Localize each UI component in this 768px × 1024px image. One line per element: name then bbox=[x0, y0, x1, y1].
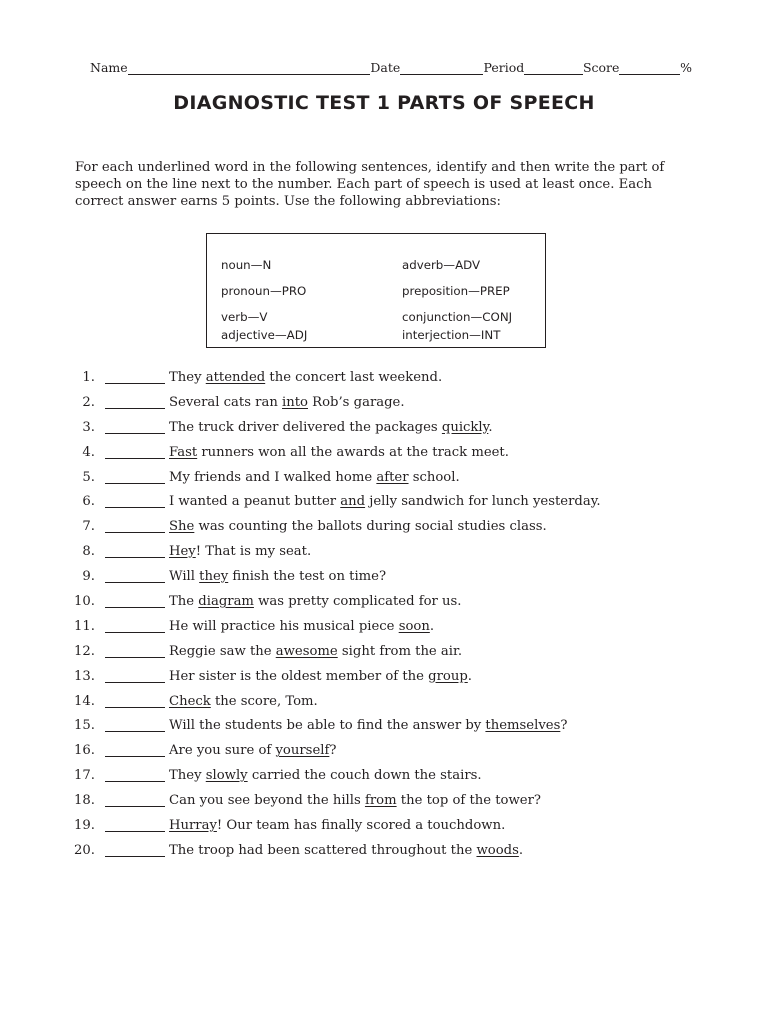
question-item bbox=[70, 717, 710, 742]
question-sentence bbox=[169, 717, 567, 735]
question-item bbox=[70, 792, 710, 817]
question-sentence bbox=[169, 543, 311, 561]
question-item bbox=[70, 469, 710, 494]
question-item bbox=[70, 444, 710, 469]
sentence-text-after: finish the test on time? bbox=[228, 569, 387, 585]
abbrev-preposition: preposition—PREP bbox=[402, 284, 510, 298]
question-item bbox=[70, 668, 710, 693]
abbrev-interjection: interjection—INT bbox=[402, 328, 501, 342]
question-number: 13. bbox=[74, 668, 95, 684]
question-item bbox=[70, 593, 710, 618]
sentence-text-after: jelly sandwich for lunch yesterday. bbox=[365, 494, 601, 510]
question-number: 3. bbox=[82, 419, 95, 435]
sentence-text-before: The bbox=[169, 594, 199, 610]
sentence-text-before: The truck driver delivered the packages bbox=[169, 419, 442, 435]
sentence-text-after: ? bbox=[329, 743, 337, 759]
underlined-word: and bbox=[340, 494, 366, 510]
period-field[interactable] bbox=[524, 62, 583, 75]
underlined-word: themselves bbox=[485, 718, 561, 734]
question-sentence bbox=[169, 643, 462, 661]
underlined-word: after bbox=[376, 469, 409, 485]
sentence-text-before: Several cats ran bbox=[169, 394, 283, 410]
underlined-word: Hurray bbox=[169, 818, 217, 834]
question-list bbox=[70, 369, 710, 867]
question-item bbox=[70, 767, 710, 792]
underlined-word: Fast bbox=[169, 444, 198, 460]
question-item bbox=[70, 543, 710, 568]
sentence-text-before: Her sister is the oldest member of the bbox=[169, 668, 429, 684]
answer-blank[interactable] bbox=[105, 568, 165, 583]
question-number: 12. bbox=[74, 643, 95, 659]
student-info-header bbox=[90, 60, 692, 75]
answer-blank[interactable] bbox=[105, 693, 165, 708]
answer-blank[interactable] bbox=[105, 618, 165, 633]
question-number: 18. bbox=[74, 793, 95, 809]
question-item bbox=[70, 817, 710, 842]
question-sentence bbox=[169, 469, 460, 487]
sentence-text-before: Will the students be able to find the answer by bbox=[169, 718, 486, 734]
question-item bbox=[70, 742, 710, 767]
sentence-text-after: sight from the air. bbox=[337, 643, 463, 659]
underlined-word: Check bbox=[169, 693, 211, 709]
sentence-text-before: I wanted a peanut butter bbox=[169, 494, 341, 510]
sentence-text-after: . bbox=[467, 668, 472, 684]
sentence-text-before: My friends and I walked home bbox=[169, 469, 377, 485]
question-sentence bbox=[169, 767, 482, 785]
sentence-text-after: carried the couch down the stairs. bbox=[247, 768, 482, 784]
question-sentence bbox=[169, 693, 318, 711]
sentence-text-after: the score, Tom. bbox=[210, 693, 318, 709]
question-sentence bbox=[169, 593, 462, 611]
date-label: Date bbox=[370, 60, 401, 75]
answer-blank[interactable] bbox=[105, 668, 165, 683]
question-item bbox=[70, 842, 710, 867]
answer-blank[interactable] bbox=[105, 444, 165, 459]
underlined-word: they bbox=[199, 569, 229, 585]
question-sentence bbox=[169, 369, 442, 387]
date-field[interactable] bbox=[400, 62, 483, 75]
sentence-text-before: He will practice his musical piece bbox=[169, 618, 399, 634]
answer-blank[interactable] bbox=[105, 394, 165, 409]
question-number: 19. bbox=[74, 818, 95, 834]
answer-blank[interactable] bbox=[105, 543, 165, 558]
sentence-text-after: . bbox=[518, 842, 524, 858]
question-number: 7. bbox=[82, 519, 95, 535]
question-sentence bbox=[169, 668, 472, 686]
sentence-text-before: They bbox=[169, 768, 206, 784]
question-number: 16. bbox=[74, 743, 95, 759]
question-number: 17. bbox=[74, 768, 95, 784]
answer-blank[interactable] bbox=[105, 842, 165, 857]
question-item bbox=[70, 394, 710, 419]
question-item bbox=[70, 643, 710, 668]
underlined-word: into bbox=[282, 394, 308, 410]
question-number: 2. bbox=[82, 394, 95, 410]
abbrev-conjunction: conjunction—CONJ bbox=[402, 310, 513, 324]
abbrev-adjective: adjective—ADJ bbox=[221, 328, 308, 342]
answer-blank[interactable] bbox=[105, 767, 165, 782]
abbrev-noun: noun—N bbox=[221, 258, 272, 272]
question-sentence bbox=[169, 568, 386, 586]
score-label: Score bbox=[582, 60, 620, 75]
sentence-text-after: ! Our team has finally scored a touchdown. bbox=[216, 818, 506, 834]
answer-blank[interactable] bbox=[105, 419, 165, 434]
question-item bbox=[70, 493, 710, 518]
answer-blank[interactable] bbox=[105, 369, 165, 384]
sentence-text-before: Are you sure of bbox=[169, 743, 276, 759]
question-number: 6. bbox=[82, 494, 95, 510]
name-field[interactable] bbox=[128, 62, 371, 75]
abbrev-adverb: adverb—ADV bbox=[402, 258, 481, 272]
answer-blank[interactable] bbox=[105, 792, 165, 807]
answer-blank[interactable] bbox=[105, 593, 165, 608]
question-sentence bbox=[169, 742, 336, 760]
question-item bbox=[70, 693, 710, 718]
question-item bbox=[70, 518, 710, 543]
question-number: 8. bbox=[82, 544, 95, 560]
question-number: 20. bbox=[74, 842, 95, 858]
sentence-text-after: ? bbox=[560, 718, 568, 734]
question-sentence bbox=[169, 493, 601, 511]
answer-blank[interactable] bbox=[105, 817, 165, 832]
question-number: 11. bbox=[74, 618, 95, 634]
score-field[interactable] bbox=[619, 62, 680, 75]
sentence-text-before: The troop had been scattered throughout the bbox=[169, 842, 477, 858]
question-item bbox=[70, 369, 710, 394]
sentence-text-after: the concert last weekend. bbox=[265, 370, 443, 385]
underlined-word: group bbox=[428, 668, 468, 684]
underlined-word: from bbox=[364, 793, 397, 809]
question-sentence bbox=[169, 419, 493, 437]
page-title: DIAGNOSTIC TEST 1 PARTS OF SPEECH bbox=[173, 92, 595, 114]
question-sentence bbox=[169, 444, 509, 462]
question-number: 10. bbox=[74, 594, 95, 610]
underlined-word: woods bbox=[476, 842, 519, 858]
answer-blank[interactable] bbox=[105, 643, 165, 658]
underlined-word: awesome bbox=[275, 643, 338, 659]
sentence-text-before: Reggie saw the bbox=[169, 643, 276, 659]
underlined-word: quickly bbox=[441, 419, 489, 435]
name-label: Name bbox=[90, 60, 128, 75]
question-number: 1. bbox=[82, 370, 95, 385]
instructions-text: For each underlined word in the following sentences, identify and then write the part of speech on the line next to the number. Each part of speech is used at least once. Each correct answer earns 5 points. Use the following abbreviations: bbox=[75, 160, 665, 209]
question-sentence bbox=[169, 817, 505, 835]
question-sentence bbox=[169, 842, 523, 860]
sentence-text-after: ! That is my seat. bbox=[195, 544, 312, 560]
period-label: Period bbox=[483, 60, 525, 75]
underlined-word: yourself bbox=[275, 743, 330, 759]
answer-blank[interactable] bbox=[105, 717, 165, 732]
question-number: 14. bbox=[74, 693, 95, 709]
sentence-text-after: was pretty complicated for us. bbox=[253, 594, 462, 610]
question-number: 9. bbox=[82, 569, 95, 585]
answer-blank[interactable] bbox=[105, 493, 165, 508]
sentence-text-after: . bbox=[429, 618, 435, 634]
sentence-text-after: school. bbox=[408, 469, 460, 485]
question-sentence bbox=[169, 394, 405, 412]
question-number: 5. bbox=[82, 469, 95, 485]
underlined-word: slowly bbox=[205, 768, 248, 784]
sentence-text-before: Can you see beyond the hills bbox=[169, 793, 365, 809]
underlined-word: attended bbox=[205, 370, 266, 385]
underlined-word: diagram bbox=[198, 594, 254, 610]
sentence-text-after: Rob’s garage. bbox=[307, 394, 405, 410]
sentence-text-after: was counting the ballots during social studies class. bbox=[194, 519, 547, 535]
question-number: 4. bbox=[82, 444, 95, 460]
sentence-text-before: Will bbox=[169, 569, 200, 585]
percent-sign: % bbox=[680, 60, 693, 75]
question-item bbox=[70, 568, 710, 593]
sentence-text-before: They bbox=[169, 370, 206, 385]
underlined-word: She bbox=[169, 519, 195, 535]
abbrev-verb: verb—V bbox=[221, 310, 268, 324]
answer-blank[interactable] bbox=[105, 518, 165, 533]
sentence-text-after: the top of the tower? bbox=[396, 793, 541, 809]
underlined-word: soon bbox=[398, 618, 430, 634]
question-number: 15. bbox=[74, 718, 95, 734]
question-item bbox=[70, 618, 710, 643]
sentence-text-after: runners won all the awards at the track meet. bbox=[197, 444, 509, 460]
abbreviations-box bbox=[206, 233, 546, 348]
question-sentence bbox=[169, 518, 547, 536]
question-item bbox=[70, 419, 710, 444]
abbrev-pronoun: pronoun—PRO bbox=[221, 284, 307, 298]
question-sentence bbox=[169, 792, 541, 810]
question-sentence bbox=[169, 618, 434, 636]
answer-blank[interactable] bbox=[105, 742, 165, 757]
answer-blank[interactable] bbox=[105, 469, 165, 484]
sentence-text-after: . bbox=[488, 419, 493, 435]
underlined-word: Hey bbox=[169, 544, 196, 560]
